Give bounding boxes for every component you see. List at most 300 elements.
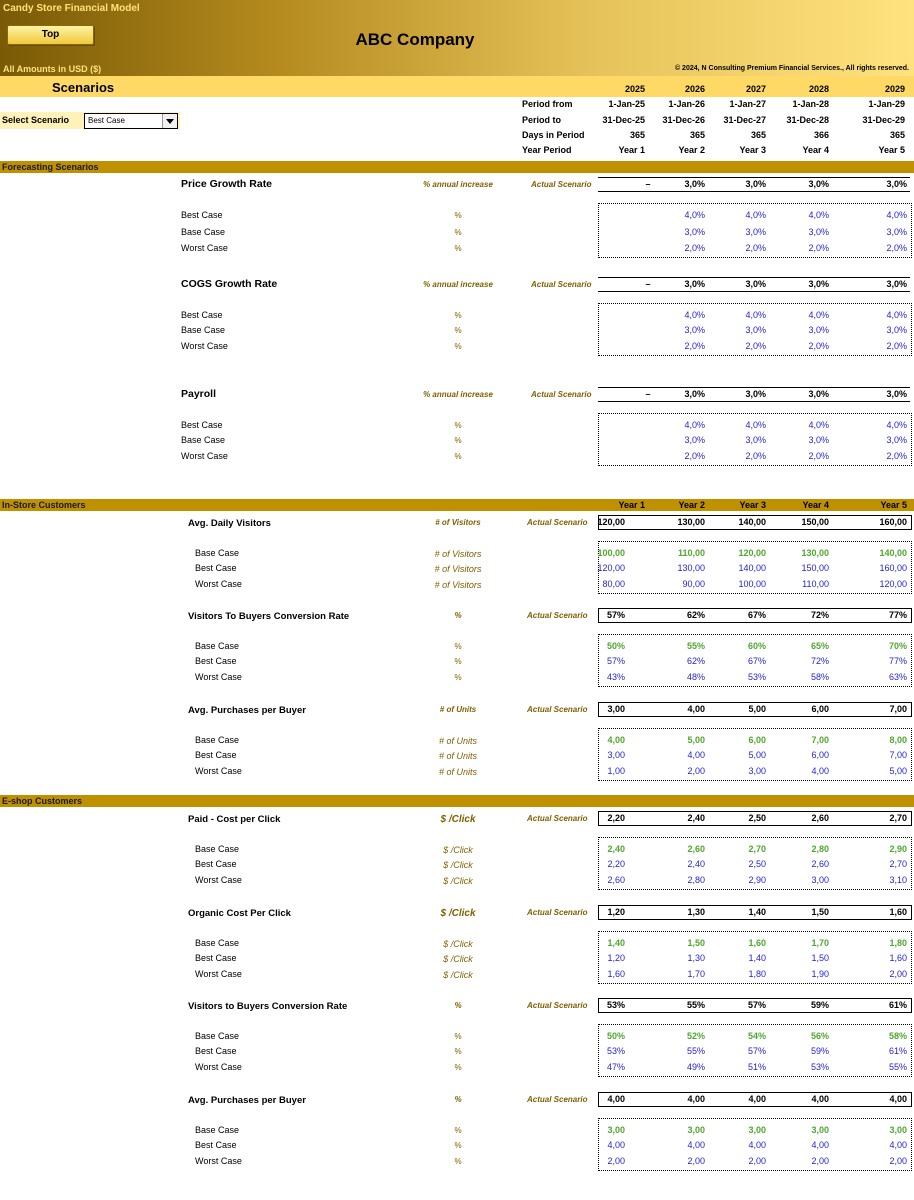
actual-value: 53% (606, 1000, 625, 1010)
case-label: Best Case (181, 310, 223, 320)
case-value[interactable]: 57% (606, 656, 625, 666)
actual-value: – (645, 279, 651, 289)
case-label: Best Case (195, 563, 237, 573)
case-value[interactable]: 3,00 (748, 1125, 766, 1135)
case-value[interactable]: 65% (810, 641, 829, 651)
actual-value: 61% (888, 1000, 907, 1010)
case-label: Worst Case (195, 875, 242, 885)
case-value[interactable]: 2,0% (745, 243, 766, 253)
actual-scenario-label: Actual Scenario (531, 180, 592, 189)
scenarios-title: Scenarios (52, 80, 115, 95)
metric-unit: % annual increase (423, 280, 493, 289)
case-label: Base Case (195, 844, 240, 854)
case-value[interactable]: 7,00 (811, 735, 829, 745)
case-unit: # of Visitors (434, 580, 482, 590)
case-label: Base Case (195, 735, 240, 745)
case-value[interactable]: 2,50 (748, 859, 766, 869)
case-label: Worst Case (181, 243, 228, 253)
period-cell: 1-Jan-26 (668, 99, 705, 109)
metric-unit: $ /Click (440, 814, 476, 825)
case-value[interactable]: 1,80 (748, 969, 766, 979)
case-value[interactable]: 3,0% (684, 325, 705, 335)
case-value[interactable]: 2,70 (889, 859, 907, 869)
case-value[interactable]: 1,20 (607, 953, 625, 963)
period-cell: Year 4 (802, 145, 829, 155)
metric-title: Avg. Purchases per Buyer (188, 705, 306, 716)
actual-value: 160,00 (879, 517, 907, 527)
period-cell: 1-Jan-25 (608, 99, 645, 109)
case-value[interactable]: 4,0% (808, 310, 829, 320)
case-value[interactable]: 3,0% (886, 227, 907, 237)
metric-unit: $ /Click (440, 908, 476, 919)
case-value[interactable]: 51% (747, 1062, 766, 1072)
section-bar: In-Store Customers (0, 499, 914, 511)
case-value[interactable]: 110,00 (802, 579, 829, 589)
case-unit: $ /Click (443, 860, 473, 870)
metric-title: Paid - Cost per Click (188, 814, 281, 825)
case-value[interactable]: 49% (686, 1062, 705, 1072)
period-cell: 1-Jan-27 (729, 99, 766, 109)
metric-unit: # of Visitors (435, 518, 481, 527)
case-value[interactable]: 120,00 (597, 563, 625, 573)
actual-scenario-label: Actual Scenario (527, 814, 588, 823)
case-value[interactable]: 55% (686, 1046, 705, 1056)
case-value[interactable]: 120,00 (738, 548, 766, 558)
case-value[interactable]: 80,00 (602, 579, 625, 589)
case-value[interactable]: 54% (747, 1031, 766, 1041)
metric-title: COGS Growth Rate (181, 278, 278, 290)
case-unit: % (454, 1032, 462, 1041)
actual-value: 4,00 (748, 1094, 766, 1104)
case-value[interactable]: 4,0% (886, 210, 907, 220)
case-value[interactable]: 3,0% (745, 435, 766, 445)
case-unit: % (454, 1047, 462, 1056)
case-value[interactable]: 53% (747, 672, 766, 682)
actual-value: 3,0% (886, 389, 907, 399)
actual-value: 1,20 (607, 907, 625, 917)
case-unit: % (454, 1063, 462, 1072)
case-value[interactable]: 57% (747, 1046, 766, 1056)
case-unit: # of Visitors (434, 564, 482, 574)
scenario-select-value: Best Case (88, 116, 125, 125)
case-label: Worst Case (195, 672, 242, 682)
case-value[interactable]: 1,40 (748, 953, 766, 963)
case-value[interactable]: 2,0% (745, 341, 766, 351)
period-cell: 31-Dec-25 (602, 115, 645, 125)
case-value[interactable]: 100,00 (597, 548, 625, 558)
case-value[interactable]: 5,00 (889, 766, 907, 776)
case-value[interactable]: 4,0% (684, 310, 705, 320)
actual-value: 3,0% (886, 279, 907, 289)
case-value[interactable]: 5,00 (748, 750, 766, 760)
actual-scenario-label: Actual Scenario (527, 705, 588, 714)
case-value[interactable]: 4,0% (745, 310, 766, 320)
section-bar: Forecasting Scenarios (0, 161, 914, 173)
case-value[interactable]: 67% (747, 656, 766, 666)
case-value[interactable]: 6,00 (811, 750, 829, 760)
period-cell: 2026 (684, 84, 705, 94)
case-value[interactable]: 5,00 (687, 735, 705, 745)
case-unit: $ /Click (443, 939, 473, 949)
case-value[interactable]: 4,0% (886, 310, 907, 320)
actual-value: 1,40 (748, 907, 766, 917)
case-label: Base Case (181, 435, 226, 445)
period-cell: 2027 (745, 84, 766, 94)
case-value[interactable]: 63% (888, 672, 907, 682)
actual-value: 4,00 (607, 1094, 625, 1104)
actual-value: 1,60 (889, 907, 907, 917)
case-value[interactable]: 2,00 (889, 1156, 907, 1166)
period-cell: 365 (750, 130, 766, 140)
case-value[interactable]: 52% (686, 1031, 705, 1041)
case-label: Base Case (195, 641, 240, 651)
case-value[interactable]: 150,00 (801, 563, 829, 573)
actual-scenario-label: Actual Scenario (527, 1095, 588, 1104)
case-value[interactable]: 130,00 (801, 548, 829, 558)
chevron-down-icon[interactable] (162, 114, 177, 128)
case-value[interactable]: 3,0% (808, 325, 829, 335)
case-value[interactable]: 4,0% (886, 420, 907, 430)
case-value[interactable]: 3,10 (889, 875, 907, 885)
case-value[interactable]: 4,00 (748, 1140, 766, 1150)
case-value[interactable]: 1,60 (607, 969, 625, 979)
case-value[interactable]: 53% (810, 1062, 829, 1072)
case-value[interactable]: 2,00 (687, 766, 705, 776)
metric-unit: % (454, 611, 462, 620)
case-value[interactable]: 140,00 (879, 548, 907, 558)
period-row-label: Year Period (522, 145, 572, 155)
case-value[interactable]: 2,20 (607, 859, 625, 869)
actual-value: 4,00 (889, 1094, 907, 1104)
case-value[interactable]: 2,0% (886, 451, 907, 461)
case-label: Base Case (195, 1031, 240, 1041)
actual-value: 55% (686, 1000, 705, 1010)
case-value[interactable]: 4,00 (687, 750, 705, 760)
period-cell: 365 (889, 130, 905, 140)
case-value[interactable]: 53% (606, 1046, 625, 1056)
case-value[interactable]: 2,0% (808, 341, 829, 351)
case-value[interactable]: 4,00 (607, 1140, 625, 1150)
actual-value: 4,00 (687, 704, 705, 714)
case-value[interactable]: 48% (686, 672, 705, 682)
case-label: Best Case (195, 953, 237, 963)
actual-scenario-label: Actual Scenario (527, 518, 588, 527)
case-value[interactable]: 3,00 (607, 1125, 625, 1135)
case-value[interactable]: 2,0% (684, 451, 705, 461)
case-value[interactable]: 2,0% (684, 341, 705, 351)
section-year-header: Year 2 (678, 500, 705, 510)
actual-value: 77% (888, 610, 907, 620)
period-row-label: Days in Period (522, 130, 585, 140)
case-value[interactable]: 2,60 (811, 859, 829, 869)
case-value[interactable]: 2,00 (889, 969, 907, 979)
actual-value: 2,50 (748, 813, 766, 823)
case-value[interactable]: 2,0% (684, 243, 705, 253)
case-label: Base Case (195, 938, 240, 948)
case-unit: % (454, 342, 462, 351)
scenario-select[interactable] (84, 113, 178, 129)
case-value[interactable]: 3,00 (687, 1125, 705, 1135)
case-value[interactable]: 47% (606, 1062, 625, 1072)
actual-value: 7,00 (889, 704, 907, 714)
case-value[interactable]: 1,50 (811, 953, 829, 963)
period-row-label: Period from (522, 99, 573, 109)
period-cell: 365 (689, 130, 705, 140)
case-label: Worst Case (195, 579, 242, 589)
period-cell: 2029 (884, 84, 905, 94)
case-label: Best Case (181, 420, 223, 430)
case-value[interactable]: 2,60 (607, 875, 625, 885)
case-value[interactable]: 2,70 (748, 844, 766, 854)
metric-title: Organic Cost Per Click (188, 908, 291, 919)
case-value[interactable]: 4,00 (811, 1140, 829, 1150)
period-cell: 31-Dec-26 (662, 115, 705, 125)
case-value[interactable]: 8,00 (889, 735, 907, 745)
section-year-header: Year 3 (739, 500, 766, 510)
actual-value: 2,70 (889, 813, 907, 823)
case-value[interactable]: 160,00 (879, 563, 907, 573)
case-value[interactable]: 7,00 (889, 750, 907, 760)
case-label: Base Case (181, 227, 226, 237)
case-value[interactable]: 1,80 (889, 938, 907, 948)
period-cell: 365 (629, 130, 645, 140)
case-label: Best Case (195, 750, 237, 760)
actual-value: 3,0% (808, 279, 829, 289)
actual-value: 57% (747, 1000, 766, 1010)
case-value[interactable]: 3,0% (808, 227, 829, 237)
case-value[interactable]: 3,0% (684, 435, 705, 445)
case-value[interactable]: 2,00 (748, 1156, 766, 1166)
company-name: ABC Company (355, 30, 475, 49)
metric-title: Avg. Daily Visitors (188, 518, 271, 529)
case-value[interactable]: 1,70 (687, 969, 705, 979)
case-value[interactable]: 4,00 (607, 735, 625, 745)
metric-title: Visitors To Buyers Conversion Rate (188, 611, 350, 622)
case-value[interactable]: 58% (888, 1031, 907, 1041)
case-value[interactable]: 2,60 (687, 844, 705, 854)
section-bar: E-shop Customers (0, 795, 914, 807)
case-value[interactable]: 2,00 (607, 1156, 625, 1166)
case-value[interactable]: 100,00 (738, 579, 766, 589)
case-value[interactable]: 2,0% (886, 243, 907, 253)
case-value[interactable]: 1,60 (748, 938, 766, 948)
case-value[interactable]: 3,0% (808, 435, 829, 445)
case-value[interactable]: 120,00 (879, 579, 907, 589)
case-value[interactable]: 3,00 (811, 875, 829, 885)
case-value[interactable]: 72% (810, 656, 829, 666)
case-label: Best Case (195, 1046, 237, 1056)
case-value[interactable]: 3,0% (886, 325, 907, 335)
metric-unit: % annual increase (423, 390, 493, 399)
case-unit: % (454, 657, 462, 666)
period-cell: Year 5 (878, 145, 905, 155)
case-value[interactable]: 62% (686, 656, 705, 666)
actual-value: 3,0% (886, 179, 907, 189)
actual-value: 3,0% (684, 179, 705, 189)
case-value[interactable]: 3,00 (607, 750, 625, 760)
case-unit: $ /Click (443, 954, 473, 964)
top-button[interactable]: Top (7, 25, 94, 45)
case-value[interactable]: 1,40 (607, 938, 625, 948)
case-value[interactable]: 4,0% (745, 210, 766, 220)
case-value[interactable]: 61% (888, 1046, 907, 1056)
metric-unit: # of Units (439, 705, 477, 714)
case-value[interactable]: 1,60 (889, 953, 907, 963)
case-label: Base Case (195, 1125, 240, 1135)
case-value[interactable]: 3,0% (745, 227, 766, 237)
actual-value: 72% (810, 610, 829, 620)
case-value[interactable]: 3,0% (745, 325, 766, 335)
case-value[interactable]: 4,0% (684, 210, 705, 220)
actual-value: 1,30 (687, 907, 705, 917)
period-row-label: Period to (522, 115, 562, 125)
actual-value: 120,00 (597, 517, 625, 527)
case-value[interactable]: 43% (606, 672, 625, 682)
case-value[interactable]: 6,00 (748, 735, 766, 745)
actual-value: 2,20 (607, 813, 625, 823)
actual-scenario-label: Actual Scenario (531, 280, 592, 289)
case-unit: % (454, 1157, 462, 1166)
case-unit: % (454, 1126, 462, 1135)
case-value[interactable]: 2,90 (889, 844, 907, 854)
actual-value: 3,00 (607, 704, 625, 714)
metric-unit: % annual increase (423, 180, 493, 189)
case-value[interactable]: 4,00 (889, 1140, 907, 1150)
case-value[interactable]: 4,0% (808, 210, 829, 220)
metric-title: Price Growth Rate (181, 178, 273, 190)
case-value[interactable]: 59% (810, 1046, 829, 1056)
actual-value: 4,00 (687, 1094, 705, 1104)
case-label: Worst Case (195, 969, 242, 979)
case-value[interactable]: 2,0% (886, 341, 907, 351)
case-value[interactable]: 3,0% (886, 435, 907, 445)
actual-value: 2,40 (687, 813, 705, 823)
case-value[interactable]: 3,00 (811, 1125, 829, 1135)
case-label: Best Case (195, 859, 237, 869)
case-value[interactable]: 3,0% (684, 227, 705, 237)
period-cell: 1-Jan-28 (792, 99, 829, 109)
metric-unit: % (454, 1095, 462, 1104)
actual-value: 3,0% (684, 389, 705, 399)
case-value[interactable]: 2,0% (808, 451, 829, 461)
case-value[interactable]: 1,90 (811, 969, 829, 979)
case-value[interactable]: 110,00 (677, 548, 705, 558)
case-value[interactable]: 4,00 (687, 1140, 705, 1150)
case-value[interactable]: 1,00 (607, 766, 625, 776)
case-unit: $ /Click (443, 845, 473, 855)
actual-value: 5,00 (748, 704, 766, 714)
case-label: Best Case (195, 1140, 237, 1150)
case-value[interactable]: 2,0% (745, 451, 766, 461)
case-value[interactable]: 130,00 (677, 563, 705, 573)
case-unit: # of Units (438, 751, 478, 761)
case-value[interactable]: 50% (606, 1031, 625, 1041)
actual-value: 3,0% (808, 389, 829, 399)
period-cell: 366 (813, 130, 829, 140)
period-cell: Year 3 (739, 145, 766, 155)
case-value[interactable]: 70% (888, 641, 907, 651)
period-cell: Year 2 (678, 145, 705, 155)
case-value[interactable]: 2,00 (811, 1156, 829, 1166)
case-unit: % (454, 326, 462, 335)
case-label: Worst Case (195, 1156, 242, 1166)
case-value[interactable]: 4,0% (684, 420, 705, 430)
case-value[interactable]: 2,00 (687, 1156, 705, 1166)
copyright-note: © 2024, N Consulting Premium Financial Services., All rights reserved. (674, 65, 909, 72)
actual-value: 150,00 (801, 517, 829, 527)
case-value[interactable]: 2,80 (687, 875, 705, 885)
case-unit: % (454, 436, 462, 445)
case-value[interactable]: 1,70 (811, 938, 829, 948)
case-value[interactable]: 2,0% (808, 243, 829, 253)
actual-value: 59% (810, 1000, 829, 1010)
case-label: Worst Case (195, 766, 242, 776)
case-value[interactable]: 2,90 (748, 875, 766, 885)
case-value[interactable]: 1,30 (687, 953, 705, 963)
case-value[interactable]: 2,40 (687, 859, 705, 869)
case-unit: $ /Click (443, 876, 473, 886)
section-year-header: Year 5 (880, 500, 907, 510)
case-value[interactable]: 55% (686, 641, 705, 651)
case-value[interactable]: 2,40 (607, 844, 625, 854)
case-value[interactable]: 60% (747, 641, 766, 651)
case-value[interactable]: 77% (888, 656, 907, 666)
case-label: Worst Case (195, 1062, 242, 1072)
case-value[interactable]: 50% (606, 641, 625, 651)
section-year-header: Year 1 (618, 500, 645, 510)
actual-value: – (645, 179, 651, 189)
case-label: Worst Case (181, 341, 228, 351)
actual-value: 3,0% (745, 279, 766, 289)
case-value[interactable]: 55% (888, 1062, 907, 1072)
actual-scenario-label: Actual Scenario (531, 390, 592, 399)
case-value[interactable]: 90,00 (682, 579, 705, 589)
actual-value: 3,0% (808, 179, 829, 189)
period-cell: 2028 (808, 84, 829, 94)
case-value[interactable]: 4,0% (808, 420, 829, 430)
case-value[interactable]: 2,80 (811, 844, 829, 854)
case-label: Base Case (181, 325, 226, 335)
case-value[interactable]: 58% (810, 672, 829, 682)
actual-value: – (645, 389, 651, 399)
actual-scenario-label: Actual Scenario (527, 1001, 588, 1010)
case-unit: % (454, 642, 462, 651)
actual-value: 140,00 (738, 517, 766, 527)
app-title: Candy Store Financial Model (3, 3, 140, 14)
case-value[interactable]: 56% (810, 1031, 829, 1041)
actual-value: 4,00 (811, 1094, 829, 1104)
actual-value: 1,50 (811, 907, 829, 917)
actual-value: 3,0% (745, 179, 766, 189)
period-cell: 31-Dec-28 (786, 115, 829, 125)
case-value[interactable]: 3,00 (889, 1125, 907, 1135)
actual-value: 57% (606, 610, 625, 620)
actual-value: 3,0% (745, 389, 766, 399)
case-value[interactable]: 4,0% (745, 420, 766, 430)
case-value[interactable]: 4,00 (811, 766, 829, 776)
case-unit: % (454, 421, 462, 430)
actual-value: 62% (686, 610, 705, 620)
case-value[interactable]: 3,00 (748, 766, 766, 776)
case-unit: # of Units (438, 736, 478, 746)
case-unit: % (454, 311, 462, 320)
actual-value: 6,00 (811, 704, 829, 714)
actual-scenario-label: Actual Scenario (527, 908, 588, 917)
case-unit: # of Units (438, 767, 478, 777)
actual-scenario-label: Actual Scenario (527, 611, 588, 620)
case-value[interactable]: 1,50 (687, 938, 705, 948)
case-value[interactable]: 140,00 (738, 563, 766, 573)
